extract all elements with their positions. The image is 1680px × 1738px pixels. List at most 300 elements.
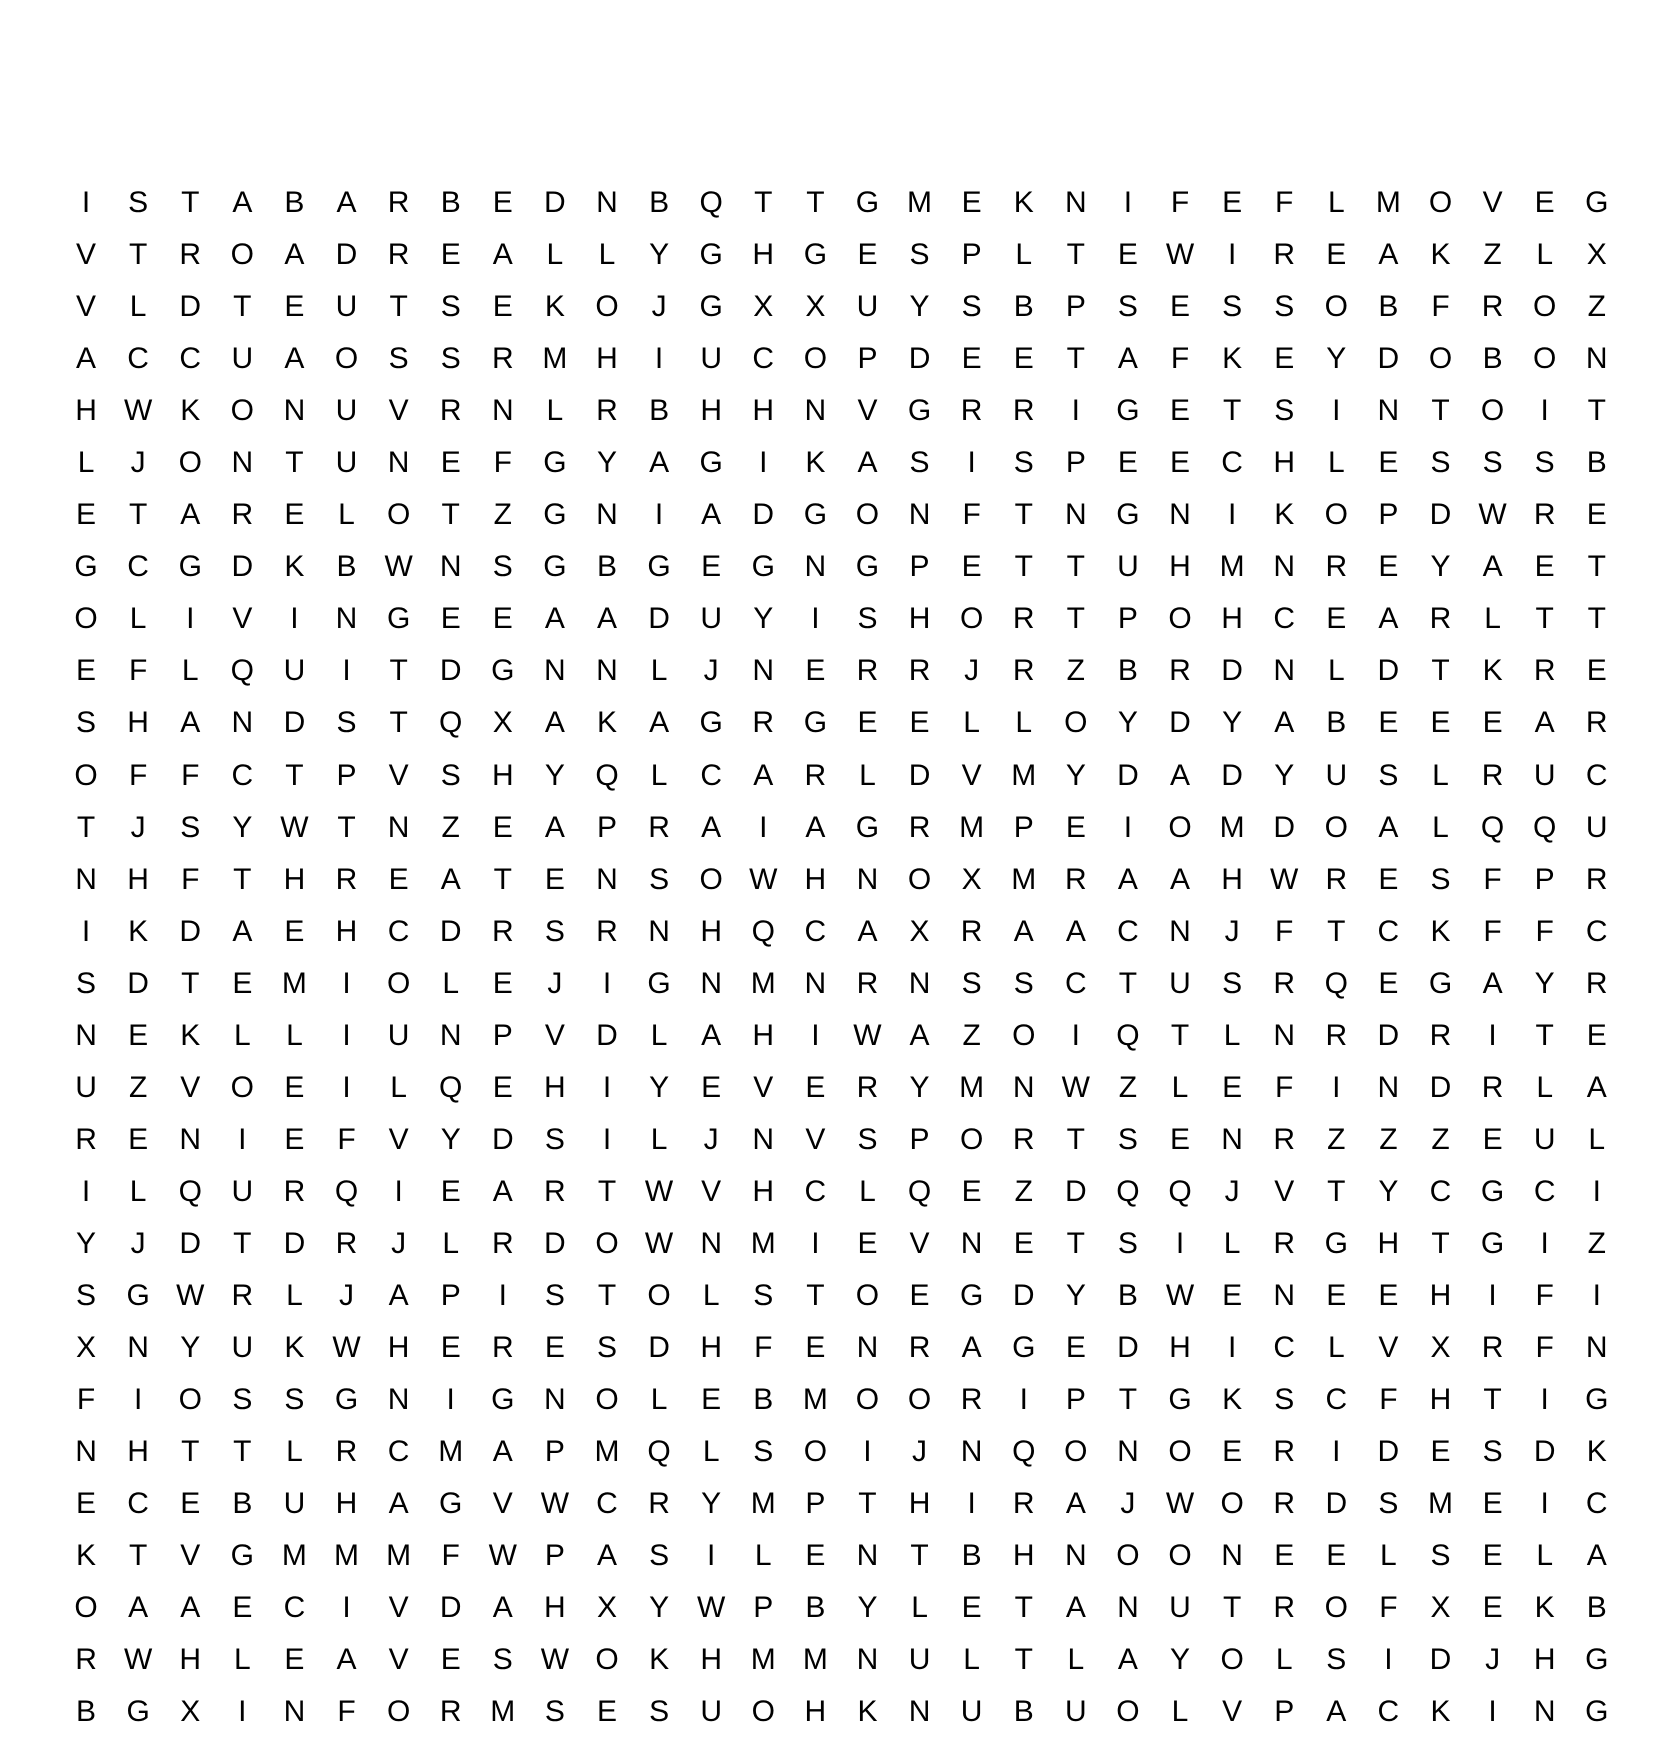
letter-cell[interactable]: O [334,342,359,376]
letter-cell[interactable]: I [654,498,664,532]
letter-cell[interactable]: U [1585,810,1608,844]
letter-cell[interactable]: N [908,966,931,1000]
letter-cell[interactable]: L [859,1174,876,1208]
letter-cell[interactable]: C [1377,914,1400,948]
letter-cell[interactable]: A [1534,706,1555,740]
letter-cell[interactable]: T [389,706,408,740]
letter-cell[interactable]: I [446,1383,455,1417]
letter-cell[interactable]: S [284,1383,305,1417]
letter-cell[interactable]: R [856,966,879,1000]
letter-cell[interactable]: E [1482,1122,1503,1156]
letter-cell[interactable]: E [76,1487,97,1521]
letter-cell[interactable]: P [1117,602,1138,636]
letter-cell[interactable]: I [1332,1435,1341,1469]
letter-cell[interactable]: R [491,1331,514,1365]
letter-cell[interactable]: X [909,914,930,948]
letter-cell[interactable]: Y [909,290,930,324]
letter-cell[interactable]: U [1169,966,1191,1000]
letter-cell[interactable]: A [492,1435,513,1469]
letter-cell[interactable]: V [180,1070,201,1104]
letter-cell[interactable]: G [439,1487,463,1521]
letter-cell[interactable]: D [1169,706,1191,740]
letter-cell[interactable]: C [283,1591,306,1625]
letter-cell[interactable]: A [180,706,201,740]
letter-cell[interactable]: C [127,1487,149,1521]
letter-cell[interactable]: R [439,1695,462,1729]
letter-cell[interactable]: A [1170,862,1191,896]
letter-cell[interactable]: O [230,394,254,428]
letter-cell[interactable]: S [1222,966,1243,1000]
letter-cell[interactable]: Y [544,758,565,792]
letter-cell[interactable]: C [1533,1174,1556,1208]
letter-cell[interactable]: H [908,1487,931,1521]
letter-cell[interactable]: J [130,446,146,480]
letter-cell[interactable]: H [752,1018,775,1052]
letter-cell[interactable]: T [1066,238,1085,272]
letter-cell[interactable]: U [1064,1695,1087,1729]
letter-cell[interactable]: A [701,1018,722,1052]
letter-cell[interactable]: R [1325,862,1348,896]
letter-cell[interactable]: H [1221,602,1243,636]
letter-cell[interactable]: E [492,1070,513,1104]
letter-cell[interactable]: F [1535,1331,1554,1365]
letter-cell[interactable]: V [388,394,409,428]
letter-cell[interactable]: L [702,1279,720,1312]
letter-cell[interactable]: A [1117,1643,1138,1677]
letter-cell[interactable]: E [1482,1591,1503,1625]
letter-cell[interactable]: N [1064,186,1087,220]
letter-cell[interactable]: R [960,394,983,428]
letter-cell[interactable]: T [1118,1383,1138,1417]
letter-cell[interactable]: B [1378,290,1399,324]
letter-cell[interactable]: Q [439,706,463,740]
letter-cell[interactable]: R [1273,1435,1296,1469]
letter-cell[interactable]: T [285,758,304,792]
letter-cell[interactable]: Z [1118,1070,1138,1104]
letter-cell[interactable]: N [596,186,618,220]
letter-cell[interactable]: G [1585,1695,1609,1729]
letter-cell[interactable]: S [1326,1643,1347,1677]
letter-cell[interactable]: L [1223,1226,1241,1260]
letter-cell[interactable]: D [1064,1174,1087,1208]
letter-cell[interactable]: O [1428,186,1453,220]
letter-cell[interactable]: J [339,1279,355,1312]
letter-cell[interactable]: S [1013,446,1034,480]
letter-cell[interactable]: F [1170,342,1190,376]
letter-cell[interactable]: J [1224,1174,1240,1208]
letter-cell[interactable]: I [290,602,299,636]
letter-cell[interactable]: L [546,394,564,428]
letter-cell[interactable]: H [127,1435,149,1469]
letter-cell[interactable]: E [1378,1279,1399,1312]
letter-cell[interactable]: X [1430,1331,1451,1365]
letter-cell[interactable]: M [1219,810,1245,844]
letter-cell[interactable]: E [701,1383,722,1417]
letter-cell[interactable]: L [233,1018,251,1052]
letter-cell[interactable]: G [74,550,98,584]
letter-cell[interactable]: S [1482,1435,1503,1469]
letter-cell[interactable]: E [544,1331,565,1365]
letter-cell[interactable]: T [233,1435,252,1469]
letter-cell[interactable]: L [1536,1539,1554,1573]
letter-cell[interactable]: E [1378,862,1399,896]
letter-cell[interactable]: K [857,1695,878,1729]
letter-cell[interactable]: C [1325,1383,1348,1417]
letter-cell[interactable]: Q [647,1435,671,1469]
letter-cell[interactable]: A [1065,1591,1086,1625]
letter-cell[interactable]: W [540,1643,570,1677]
letter-cell[interactable]: D [1221,758,1243,792]
letter-cell[interactable]: I [1488,1695,1497,1729]
letter-cell[interactable]: L [598,238,616,272]
letter-cell[interactable]: R [1481,1331,1504,1365]
letter-cell[interactable]: T [181,966,200,1000]
letter-cell[interactable]: D [1377,654,1400,688]
letter-cell[interactable]: D [596,1018,618,1052]
letter-cell[interactable]: G [334,1383,359,1417]
letter-cell[interactable]: V [388,1591,409,1625]
letter-cell[interactable]: B [1326,706,1347,740]
letter-cell[interactable]: Y [596,446,617,480]
letter-cell[interactable]: C [1585,914,1608,948]
letter-cell[interactable]: I [81,1174,91,1208]
letter-cell[interactable]: O [595,1643,619,1677]
letter-cell[interactable]: R [1481,758,1504,792]
letter-cell[interactable]: Y [1326,342,1347,376]
letter-cell[interactable]: K [1430,1695,1451,1729]
letter-cell[interactable]: U [283,1487,306,1521]
letter-cell[interactable]: S [76,1279,97,1312]
letter-cell[interactable]: T [285,446,304,480]
letter-cell[interactable]: P [1065,446,1086,480]
letter-cell[interactable]: E [1482,1487,1503,1521]
letter-cell[interactable]: E [232,966,253,1000]
letter-cell[interactable]: R [1585,706,1608,740]
letter-cell[interactable]: G [1116,394,1140,428]
letter-cell[interactable]: L [1484,602,1501,636]
letter-cell[interactable]: K [544,290,565,324]
letter-cell[interactable]: N [283,1695,306,1729]
letter-cell[interactable]: R [335,862,358,896]
letter-cell[interactable]: K [1430,238,1451,272]
letter-cell[interactable]: Y [701,1487,722,1521]
letter-cell[interactable]: J [1224,914,1240,948]
letter-cell[interactable]: N [1585,1331,1608,1365]
letter-cell[interactable]: E [284,290,305,324]
letter-cell[interactable]: I [654,342,664,376]
letter-cell[interactable]: M [802,1383,828,1417]
letter-cell[interactable]: E [909,706,930,740]
letter-cell[interactable]: B [1586,1591,1607,1625]
letter-cell[interactable]: Z [1587,1226,1606,1260]
letter-cell[interactable]: M [1011,758,1037,792]
letter-cell[interactable]: A [232,914,253,948]
letter-cell[interactable]: B [596,550,617,584]
letter-cell[interactable]: R [231,498,254,532]
letter-cell[interactable]: S [1534,446,1555,480]
letter-cell[interactable]: L [546,238,564,272]
letter-cell[interactable]: Z [1483,238,1502,272]
letter-cell[interactable]: R [1273,238,1296,272]
letter-cell[interactable]: I [1332,394,1341,428]
letter-cell[interactable]: T [1431,394,1450,428]
letter-cell[interactable]: I [811,1226,820,1260]
letter-cell[interactable]: L [1327,654,1345,688]
letter-cell[interactable]: A [388,1279,409,1312]
letter-cell[interactable]: D [1377,342,1400,376]
letter-cell[interactable]: I [342,966,351,1000]
letter-cell[interactable]: C [1377,1695,1400,1729]
letter-cell[interactable]: A [961,1331,982,1365]
letter-cell[interactable]: L [650,758,668,792]
letter-cell[interactable]: I [602,1122,612,1156]
letter-cell[interactable]: O [1324,1591,1348,1625]
letter-cell[interactable]: D [179,914,202,948]
letter-cell[interactable]: W [1165,1487,1195,1521]
letter-cell[interactable]: B [753,1383,774,1417]
letter-cell[interactable]: N [439,550,462,584]
letter-cell[interactable]: Z [493,498,512,532]
letter-cell[interactable]: K [284,550,305,584]
letter-cell[interactable]: I [342,1070,351,1104]
letter-cell[interactable]: E [284,498,305,532]
letter-cell[interactable]: M [1011,862,1037,896]
letter-cell[interactable]: S [1013,966,1034,1000]
letter-cell[interactable]: H [1169,550,1191,584]
letter-cell[interactable]: T [1066,550,1085,584]
letter-cell[interactable]: H [1377,1226,1400,1260]
letter-cell[interactable]: K [1013,186,1034,220]
letter-cell[interactable]: N [231,446,254,480]
letter-cell[interactable]: B [284,186,305,220]
letter-cell[interactable]: Y [1534,966,1555,1000]
letter-cell[interactable]: S [1378,758,1399,792]
letter-cell[interactable]: R [1273,1591,1296,1625]
letter-cell[interactable]: F [1275,1070,1294,1104]
letter-cell[interactable]: M [542,342,568,376]
letter-cell[interactable]: N [491,394,514,428]
letter-cell[interactable]: C [1585,1487,1608,1521]
letter-cell[interactable]: E [1222,1279,1243,1312]
letter-cell[interactable]: E [1117,238,1138,272]
letter-cell[interactable]: I [394,1174,403,1208]
letter-cell[interactable]: O [1168,602,1192,636]
letter-cell[interactable]: L [442,966,460,1000]
letter-cell[interactable]: H [75,394,97,428]
letter-cell[interactable]: K [649,1643,670,1677]
letter-cell[interactable]: X [492,706,513,740]
letter-cell[interactable]: U [1533,1122,1556,1156]
letter-cell[interactable]: X [76,1331,97,1365]
letter-cell[interactable]: W [123,1643,153,1677]
letter-cell[interactable]: F [1379,1591,1398,1625]
letter-cell[interactable]: V [388,1643,409,1677]
letter-cell[interactable]: J [964,654,980,688]
letter-cell[interactable]: I [342,654,351,688]
letter-cell[interactable]: N [804,966,827,1000]
letter-cell[interactable]: O [595,290,619,324]
letter-cell[interactable]: T [806,1279,825,1312]
letter-cell[interactable]: I [759,810,768,844]
letter-cell[interactable]: A [544,706,565,740]
letter-cell[interactable]: F [128,654,148,688]
letter-cell[interactable]: M [281,1539,307,1573]
letter-cell[interactable]: N [75,1435,97,1469]
letter-cell[interactable]: H [1273,446,1296,480]
letter-cell[interactable]: D [648,602,670,636]
letter-cell[interactable]: P [544,1435,565,1469]
letter-cell[interactable]: A [909,1018,930,1052]
letter-cell[interactable]: F [1535,914,1554,948]
letter-cell[interactable]: I [602,1070,612,1104]
letter-cell[interactable]: E [1170,446,1191,480]
letter-cell[interactable]: G [803,498,828,532]
letter-cell[interactable]: V [180,1539,201,1573]
letter-cell[interactable]: Y [649,238,670,272]
letter-cell[interactable]: O [1116,1539,1140,1573]
letter-cell[interactable]: G [1480,1226,1505,1260]
letter-cell[interactable]: N [75,1018,97,1052]
letter-cell[interactable]: V [1222,1695,1243,1729]
letter-cell[interactable]: S [753,1279,774,1312]
letter-cell[interactable]: D [1117,1331,1139,1365]
letter-cell[interactable]: N [908,498,931,532]
letter-cell[interactable]: P [1013,810,1034,844]
letter-cell[interactable]: Z [962,1018,981,1052]
letter-cell[interactable]: B [232,1487,253,1521]
letter-cell[interactable]: I [1540,394,1549,428]
letter-cell[interactable]: A [701,810,722,844]
letter-cell[interactable]: K [1222,342,1243,376]
letter-cell[interactable]: S [492,1643,513,1677]
letter-cell[interactable]: L [390,1070,407,1104]
letter-cell[interactable]: E [492,810,513,844]
letter-cell[interactable]: U [1117,550,1139,584]
letter-cell[interactable]: R [1012,1122,1035,1156]
letter-cell[interactable]: B [649,394,670,428]
letter-cell[interactable]: S [1274,1383,1295,1417]
letter-cell[interactable]: G [1116,498,1140,532]
letter-cell[interactable]: H [179,1643,202,1677]
letter-cell[interactable]: A [1170,758,1191,792]
letter-cell[interactable]: A [1378,810,1399,844]
letter-cell[interactable]: E [76,498,97,532]
letter-cell[interactable]: G [647,966,671,1000]
letter-cell[interactable]: S [1222,290,1243,324]
letter-cell[interactable]: P [1534,862,1555,896]
letter-cell[interactable]: K [76,1539,97,1573]
letter-cell[interactable]: E [805,654,826,688]
letter-cell[interactable]: I [498,1279,507,1312]
letter-cell[interactable]: T [389,290,408,324]
letter-cell[interactable]: L [1432,758,1449,792]
letter-cell[interactable]: N [1273,654,1296,688]
letter-cell[interactable]: N [596,498,618,532]
letter-cell[interactable]: M [1375,186,1401,220]
letter-cell[interactable]: S [544,1695,565,1729]
letter-cell[interactable]: R [1533,498,1556,532]
letter-cell[interactable]: R [1012,654,1035,688]
letter-cell[interactable]: L [129,1174,147,1208]
letter-cell[interactable]: R [283,1174,306,1208]
letter-cell[interactable]: R [335,1435,358,1469]
letter-cell[interactable]: E [1274,1539,1295,1573]
letter-cell[interactable]: S [76,706,97,740]
letter-cell[interactable]: M [386,1539,412,1573]
letter-cell[interactable]: O [1168,1435,1192,1469]
letter-cell[interactable]: W [176,1279,205,1312]
letter-cell[interactable]: A [180,498,201,532]
letter-cell[interactable]: T [1431,654,1450,688]
letter-cell[interactable]: X [805,290,826,324]
letter-cell[interactable]: T [128,238,148,272]
letter-cell[interactable]: X [1586,238,1607,272]
letter-cell[interactable]: D [1273,810,1296,844]
letter-cell[interactable]: S [492,550,513,584]
letter-cell[interactable]: T [1222,1591,1242,1625]
letter-cell[interactable]: A [1586,1539,1607,1573]
letter-cell[interactable]: G [386,602,411,636]
letter-cell[interactable]: H [700,394,722,428]
letter-cell[interactable]: Y [1065,758,1086,792]
letter-cell[interactable]: U [700,342,722,376]
letter-cell[interactable]: H [1169,1331,1191,1365]
letter-cell[interactable]: M [959,1070,985,1104]
letter-cell[interactable]: G [1480,1174,1505,1208]
letter-cell[interactable]: P [961,238,982,272]
letter-cell[interactable]: G [126,1279,150,1312]
letter-cell[interactable]: O [595,1226,619,1260]
letter-cell[interactable]: G [1585,1643,1609,1677]
letter-cell[interactable]: H [283,862,306,896]
letter-cell[interactable]: T [1014,1643,1033,1677]
letter-cell[interactable]: T [1587,550,1606,584]
letter-cell[interactable]: G [178,550,202,584]
letter-cell[interactable]: H [335,914,358,948]
letter-cell[interactable]: Y [232,810,253,844]
letter-cell[interactable]: I [1332,1070,1341,1104]
letter-cell[interactable]: S [1430,1539,1451,1573]
letter-cell[interactable]: R [1585,862,1608,896]
letter-cell[interactable]: G [803,706,828,740]
letter-cell[interactable]: Z [441,810,460,844]
letter-cell[interactable]: W [749,862,778,896]
letter-cell[interactable]: D [1533,1435,1556,1469]
letter-cell[interactable]: U [335,394,358,428]
letter-cell[interactable]: S [1430,446,1451,480]
letter-cell[interactable]: O [907,1383,932,1417]
letter-cell[interactable]: E [284,1122,305,1156]
letter-cell[interactable]: W [488,1539,517,1573]
letter-cell[interactable]: C [596,1487,618,1521]
letter-cell[interactable]: E [1170,1122,1191,1156]
letter-cell[interactable]: M [802,1643,828,1677]
letter-cell[interactable]: E [961,1591,982,1625]
letter-cell[interactable]: S [857,1122,878,1156]
letter-cell[interactable]: W [853,1018,882,1052]
letter-cell[interactable]: N [335,602,358,636]
letter-cell[interactable]: H [908,602,931,636]
letter-cell[interactable]: H [804,862,827,896]
letter-cell[interactable]: T [128,1539,148,1573]
letter-cell[interactable]: D [283,706,306,740]
letter-cell[interactable]: E [805,1331,826,1365]
letter-cell[interactable]: H [127,862,149,896]
letter-cell[interactable]: D [752,498,775,532]
letter-cell[interactable]: O [1480,394,1505,428]
letter-cell[interactable]: Q [334,1174,359,1208]
letter-cell[interactable]: L [1067,1643,1085,1677]
